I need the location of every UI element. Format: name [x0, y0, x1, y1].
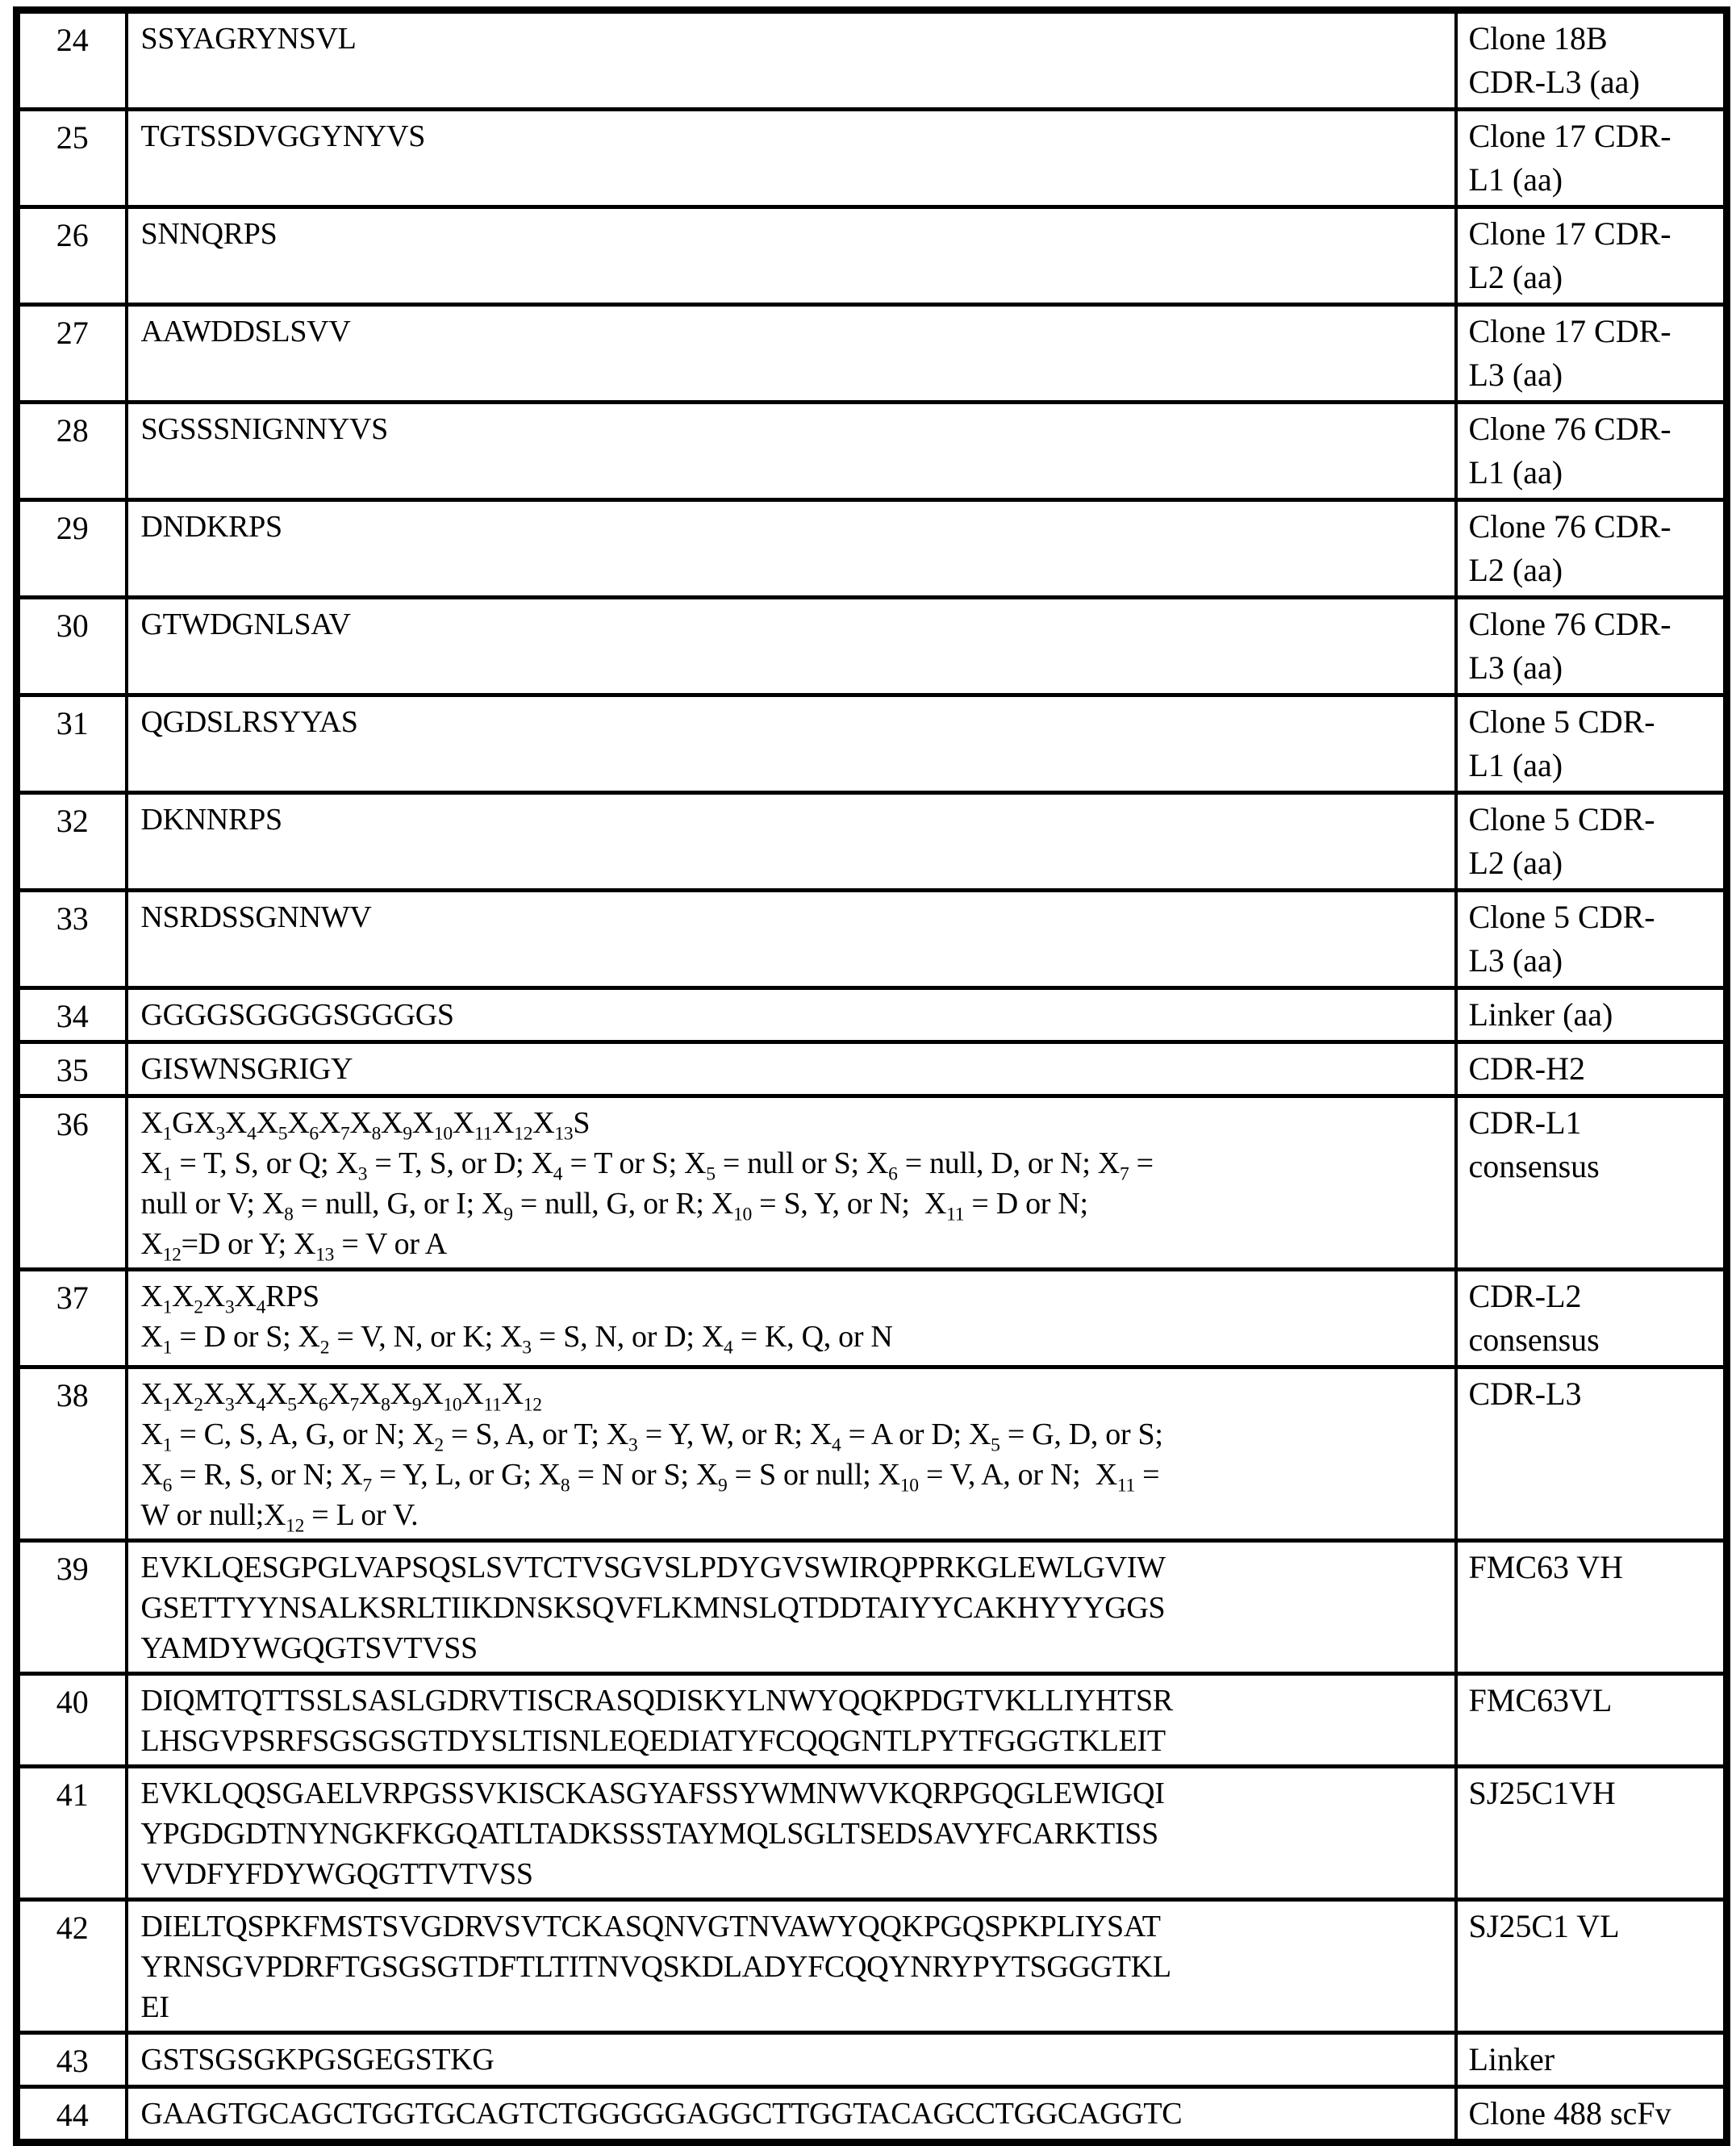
table-row — [17, 1767, 1727, 1900]
sequence-cell: AAWDDSLSVV — [127, 305, 1456, 403]
table-row — [17, 793, 1727, 891]
table-row — [17, 891, 1727, 988]
seq-id-cell: 34 — [17, 988, 127, 1042]
seq-id-cell: 25 — [17, 110, 127, 207]
sequence-cell: GISWNSGRIGY — [127, 1042, 1456, 1096]
description-cell: Linker — [1456, 2033, 1727, 2087]
description-cell: Clone 76 CDR-L1 (aa) — [1456, 403, 1727, 500]
description-cell: Linker (aa) — [1456, 988, 1727, 1042]
description-cell: Clone 76 CDR-L2 (aa) — [1456, 500, 1727, 598]
description-cell: Clone 17 CDR-L1 (aa) — [1456, 110, 1727, 207]
table-row — [17, 988, 1727, 1042]
table-row — [17, 403, 1727, 500]
seq-id-cell: 42 — [17, 1900, 127, 2033]
description-cell: Clone 17 CDR-L2 (aa) — [1456, 207, 1727, 305]
seq-id-cell: 24 — [17, 10, 127, 110]
description-cell: CDR-H2 — [1456, 1042, 1727, 1096]
sequence-cell: DKNNRPS — [127, 793, 1456, 891]
seq-id-cell: 35 — [17, 1042, 127, 1096]
seq-id-cell: 33 — [17, 891, 127, 988]
table-row — [17, 305, 1727, 403]
seq-id-cell: 32 — [17, 793, 127, 891]
table-row — [17, 695, 1727, 793]
description-cell: FMC63 VH — [1456, 1541, 1727, 1674]
sequence-listing-table — [13, 6, 1730, 2146]
sequence-cell: $X_1X_2X_3X_4RPS$ $X_1 = D$ or S; $X_2 = V$, N, or K; $X_3 = S$, N, or D; $X_4 = K$, Q, or N — [127, 1270, 1456, 1367]
description-cell: FMC63VL — [1456, 1674, 1727, 1767]
sequence-cell: EVKLQESGPGLVAPSQSLSVTCTVSGVSLPDYGVSWIRQPPRKGLEWLGVIW GSETTYYNSALKSRLTIIKDNSKSQVFLKMNSLQTDDTAIYYCAKHYYYGGS YAMDYWGQGTSVTVSS — [127, 1541, 1456, 1674]
sequence-cell: EVKLQQSGAELVRPGSSVKISCKASGYAFSSYWMNWVKQRPGQGLEWIGQI YPGDGDTNYNGKFKGQATLTADKSSSTAYMQLSGLTSEDSAVYFCARKTISS VVDFYFDYWGQGTTVTVSS — [127, 1767, 1456, 1900]
sequence-cell: GTWDGNLSAV — [127, 598, 1456, 695]
description-cell: SJ25C1VH — [1456, 1767, 1727, 1900]
seq-id-cell: 36 — [17, 1096, 127, 1270]
table-row — [17, 1096, 1727, 1270]
sequence-cell: DIQMTQTTSSLSASLGDRVTISCRASQDISKYLNWYQQKPDGTVKLLIYHTSR LHSGVPSRFSGSGSGTDYSLTISNLEQEDIATYFCQQGNTLPYTFGGGTKLEIT — [127, 1674, 1456, 1767]
seq-id-cell: 29 — [17, 500, 127, 598]
seq-id-cell: 38 — [17, 1367, 127, 1541]
table-row — [17, 598, 1727, 695]
table-row — [17, 2033, 1727, 2087]
description-cell: Clone 17 CDR-L3 (aa) — [1456, 305, 1727, 403]
sequence-cell: $X_1GX_3X_4X_5X_6X_7X_8X_9X_{10}X_{11}X_{12}X_{13}S$ $X_1 = T$, S, or Q; $X_3 = T$, S, or D; $X_4 = T$ or S; $X_5$ = null or S; $X_6$ = null, D, or N; $X_7$ = null or V; $X_8$ = null, G, or I; $X_9$ = null, G, or R; $X_{10} = S$, Y, or N; $X_{11} = D$ or N; $X_{12}=D$ or Y; $X_{13} = V$ or A — [127, 1096, 1456, 1270]
seq-id-cell: 28 — [17, 403, 127, 500]
description-cell: Clone 488 scFv — [1456, 2087, 1727, 2143]
seq-id-cell: 40 — [17, 1674, 127, 1767]
table-row — [17, 207, 1727, 305]
sequence-cell: GSTSGSGKPGSGEGSTKG — [127, 2033, 1456, 2087]
seq-id-cell: 30 — [17, 598, 127, 695]
seq-id-cell: 44 — [17, 2087, 127, 2143]
sequence-cell: NSRDSSGNNWV — [127, 891, 1456, 988]
description-cell: CDR-L3 — [1456, 1367, 1727, 1541]
seq-id-cell: 26 — [17, 207, 127, 305]
sequence-cell: DIELTQSPKFMSTSVGDRVSVTCKASQNVGTNVAWYQQKPGQSPKPLIYSAT YRNSGVPDRFTGSGSGTDFTLTITNVQSKDLADYFCQQYNRYPYTSGGGTKL EI — [127, 1900, 1456, 2033]
sequence-cell: QGDSLRSYYAS — [127, 695, 1456, 793]
table-row — [17, 1900, 1727, 2033]
description-cell: SJ25C1 VL — [1456, 1900, 1727, 2033]
description-cell: CDR-L1 consensus — [1456, 1096, 1727, 1270]
table-row — [17, 1270, 1727, 1367]
description-cell: Clone 5 CDR-L3 (aa) — [1456, 891, 1727, 988]
table-row — [17, 10, 1727, 110]
description-cell: Clone 5 CDR-L1 (aa) — [1456, 695, 1727, 793]
description-cell: Clone 18B CDR-L3 (aa) — [1456, 10, 1727, 110]
seq-id-cell: 41 — [17, 1767, 127, 1900]
sequence-cell: TGTSSDVGGYNYVS — [127, 110, 1456, 207]
table-row — [17, 2087, 1727, 2143]
seq-id-cell: 43 — [17, 2033, 127, 2087]
seq-id-cell: 37 — [17, 1270, 127, 1367]
sequence-cell: GGGGSGGGGSGGGGS — [127, 988, 1456, 1042]
sequence-cell: SGSSSNIGNNYVS — [127, 403, 1456, 500]
sequence-cell: GAAGTGCAGCTGGTGCAGTCTGGGGGAGGCTTGGTACAGCCTGGCAGGTC — [127, 2087, 1456, 2143]
table-row — [17, 1541, 1727, 1674]
table-row — [17, 500, 1727, 598]
seq-id-cell: 39 — [17, 1541, 127, 1674]
table-row — [17, 1674, 1727, 1767]
table-row — [17, 1367, 1727, 1541]
seq-id-cell: 31 — [17, 695, 127, 793]
seq-id-cell: 27 — [17, 305, 127, 403]
sequence-cell: DNDKRPS — [127, 500, 1456, 598]
sequence-cell: SSYAGRYNSVL — [127, 10, 1456, 110]
table-row — [17, 1042, 1727, 1096]
description-cell: Clone 5 CDR-L2 (aa) — [1456, 793, 1727, 891]
sequence-cell: SNNQRPS — [127, 207, 1456, 305]
sequence-cell: $X_1X_2X_3X_4X_5X_6X_7X_8X_9X_{10}X_{11}X_{12}$ $X_1 = C$, S, A, G, or N; $X_2 = S$, A, or T; $X_3 = Y$, W, or R; $X_4 = A$ or D; $X_5 = G$, D, or S; $X_6 = R$, S, or N; $X_7 = Y$, L, or G; $X_8 = N$ or S; $X_9 = S$ or null; $X_{10} = V$, A, or N; $X_{11}$ = W or $null;X_{12} = L$ or V. — [127, 1367, 1456, 1541]
description-cell: Clone 76 CDR-L3 (aa) — [1456, 598, 1727, 695]
table-row — [17, 110, 1727, 207]
description-cell: CDR-L2 consensus — [1456, 1270, 1727, 1367]
